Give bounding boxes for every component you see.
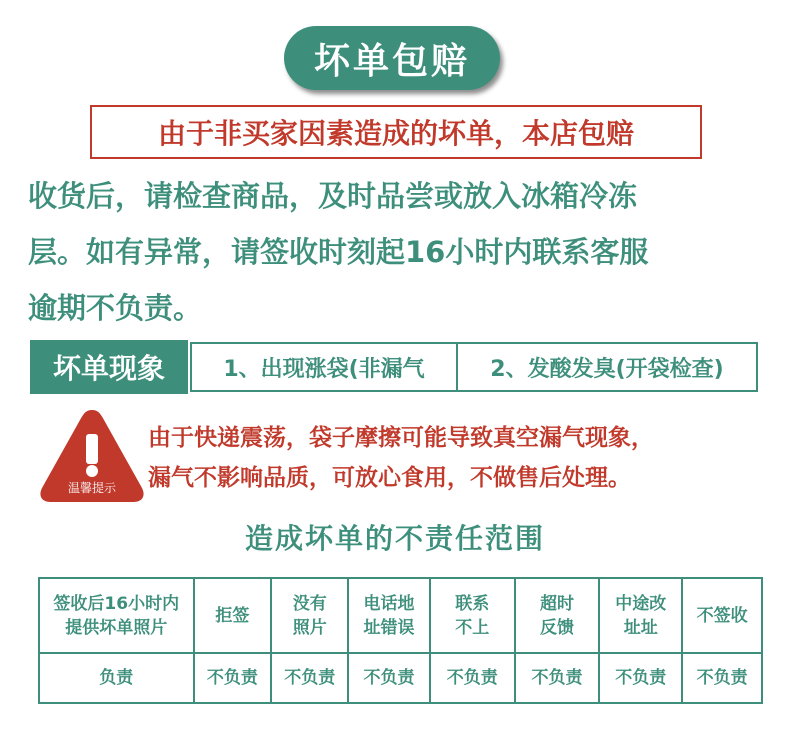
warning-line-2: 漏气不影响品质，可放心食用，不做售后处理。	[148, 465, 631, 491]
instruction-line-2: 层。如有异常，请签收时刻起16小时内联系客服	[28, 235, 649, 269]
table-header-cell: 签收后16小时内 提供坏单照片	[40, 579, 195, 654]
table-header-cell: 中途改 址址	[600, 579, 683, 654]
table-value-cell: 不负责	[272, 654, 349, 704]
table-value-cell: 不负责	[516, 654, 601, 704]
table-header-cell: 没有 照片	[272, 579, 349, 654]
table-header-cell: 拒签	[195, 579, 273, 654]
warning-icon	[38, 408, 146, 504]
table-value-cell: 不负责	[431, 654, 516, 704]
table-value-cell: 负责	[40, 654, 195, 704]
table-value-cell: 不负责	[195, 654, 273, 704]
table-header-row	[40, 579, 763, 654]
table-value-cell: 不负责	[683, 654, 763, 704]
table-value-cell: 不负责	[600, 654, 683, 704]
table-header-cell: 不签收	[683, 579, 763, 654]
instruction-line-1: 收货后，请检查商品，及时品尝或放入冰箱冷冻	[28, 179, 638, 213]
table-value-row	[40, 654, 763, 704]
table-header-cell: 超时 反馈	[516, 579, 601, 654]
phenomena-label: 坏单现象	[30, 340, 188, 394]
warning-line-1: 由于快递震荡，袋子摩擦可能导致真空漏气现象，	[148, 425, 654, 451]
scope-title: 造成坏单的不责任范围	[244, 522, 545, 555]
phenomenon-item-2: 2、发酸发臭(开袋检查)	[458, 342, 758, 392]
page-title: 坏单包赔	[284, 26, 500, 90]
instruction-paragraph	[28, 168, 768, 336]
responsibility-table	[38, 577, 763, 704]
table-header-cell: 联系 不上	[431, 579, 516, 654]
warning-message	[148, 418, 788, 498]
table-header-cell: 电话地 址错误	[349, 579, 431, 654]
instruction-line-3: 逾期不负责。	[28, 291, 203, 325]
compensation-notice: 由于非买家因素造成的坏单，本店包赔	[90, 105, 702, 159]
phenomenon-item-1: 1、出现涨袋(非漏气	[190, 342, 458, 392]
warning-badge-text: 温馨提示	[67, 481, 117, 495]
table-value-cell: 不负责	[349, 654, 431, 704]
